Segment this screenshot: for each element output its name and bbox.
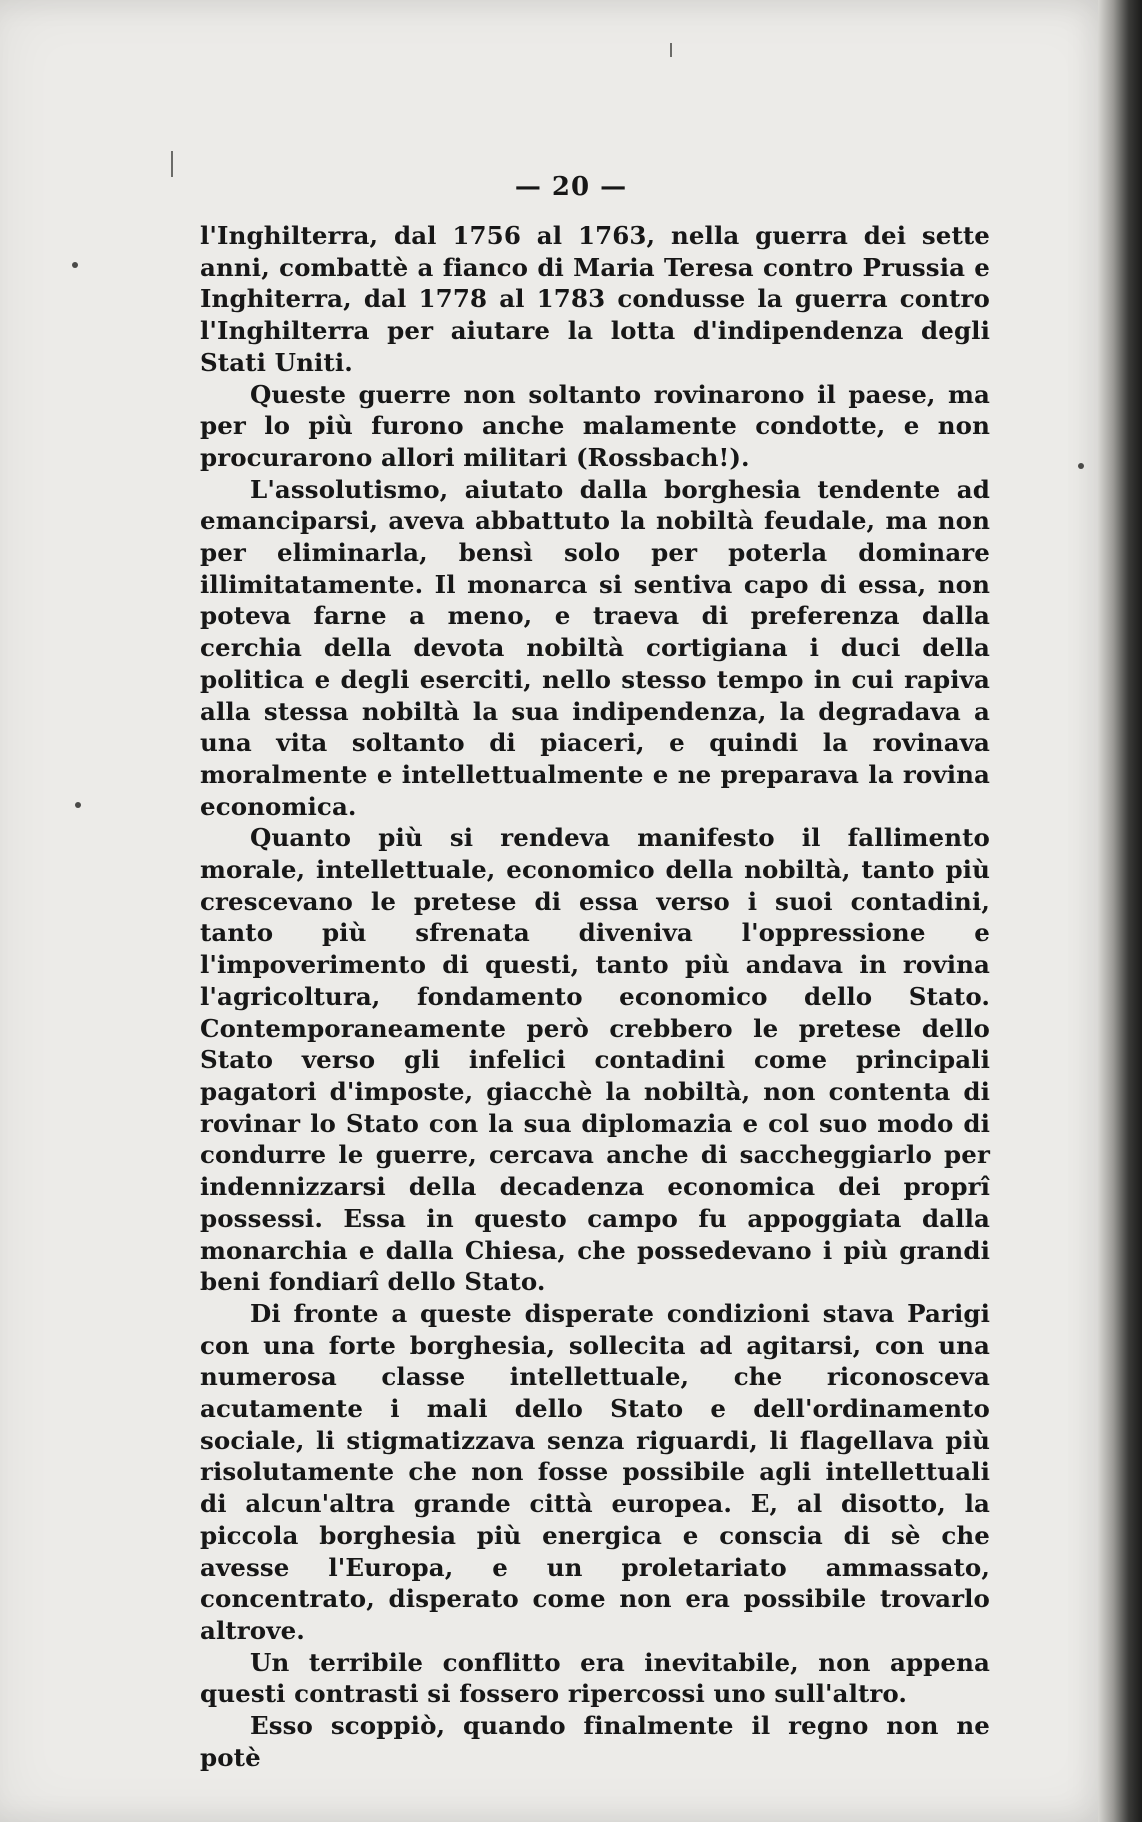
ink-mark <box>670 43 672 57</box>
ink-speck <box>1078 463 1084 469</box>
paragraph-2: Queste guerre non soltanto rovinarono il paese, ma per lo più furono anche malamente condotte, e non procurarono allori militari (Rossbach!). <box>200 379 990 472</box>
paragraph-3: L'assolutismo, aiutato dalla borghesia tendente ad emanciparsi, aveva abbattuto la nobiltà feudale, ma non per eliminarla, bensì solo per poterla dominare illimitatamente. Il monarca si sentiva capo di essa, non poteva farne a meno, e traeva di preferenza dalla cerchia della devota nobiltà cortigiana i duci della politica e degli eserciti, nello stesso tempo in cui rapiva alla stessa nobiltà la sua indipendenza, la degradava a una vita soltanto di piaceri, e quindi la rovinava moralmente e intellettualmente e ne preparava la rovina economica. <box>200 474 990 821</box>
ink-speck <box>72 262 78 268</box>
paragraph-1: l'Inghilterra, dal 1756 al 1763, nella guerra dei sette anni, combattè a fianco di Maria Teresa contro Prussia e Inghiterra, dal 1778 al 1783 condusse la guerra contro l'Inghilterra per aiutare la lotta d'indipendenza degli Stati Uniti. <box>200 221 990 377</box>
ink-speck <box>75 802 81 808</box>
page-edge-shadow <box>1098 0 1142 1822</box>
body-text <box>200 220 990 1773</box>
paragraph-5: Di fronte a queste disperate condizioni stava Parigi con una forte borghesia, sollecita ad agitarsi, con una numerosa classe intellettuale, che riconosceva acutamente i mali dello Stato e dell'ordinamento sociale, li stigmatizzava senza riguardi, li flagellava più risolutamente che non fosse possibile agli intellettuali di alcun'altra grande città europea. E, al disotto, la piccola borghesia più energica e conscia di sè che avesse l'Europa, e un proletariato ammassato, concentrato, disperato come non era possibile trovarlo altrove. <box>200 1298 990 1645</box>
paragraph-4: Quanto più si rendeva manifesto il fallimento morale, intellettuale, economico della nobiltà, tanto più crescevano le pretese di essa verso i suoi contadini, tanto più sfrenata diveniva l'oppressione e l'impoverimento di questi, tanto più andava in rovina l'agricoltura, fondamento economico dello Stato. Contemporaneamente però crebbero le pretese dello Stato verso gli infelici contadini come principali pagatori d'imposte, giacchè la nobiltà, non contenta di rovinar lo Stato con la sua diplomazia e col suo modo di condurre le guerre, cercava anche di saccheggiarlo per indennizzarsi della decadenza economica dei proprî possessi. Essa in questo campo fu appoggiata dalla monarchia e dalla Chiesa, che possedevano i più grandi beni fondiarî dello Stato. <box>200 823 990 1297</box>
ink-mark <box>171 151 173 177</box>
page-number: — 20 — <box>514 172 628 202</box>
paragraph-7: Esso scoppiò, quando finalmente il regno non ne potè <box>200 1711 990 1772</box>
paragraph-6: Un terribile conflitto era inevitabile, non appena questi contrasti si fossero ripercossi uno sull'altro. <box>200 1647 990 1709</box>
